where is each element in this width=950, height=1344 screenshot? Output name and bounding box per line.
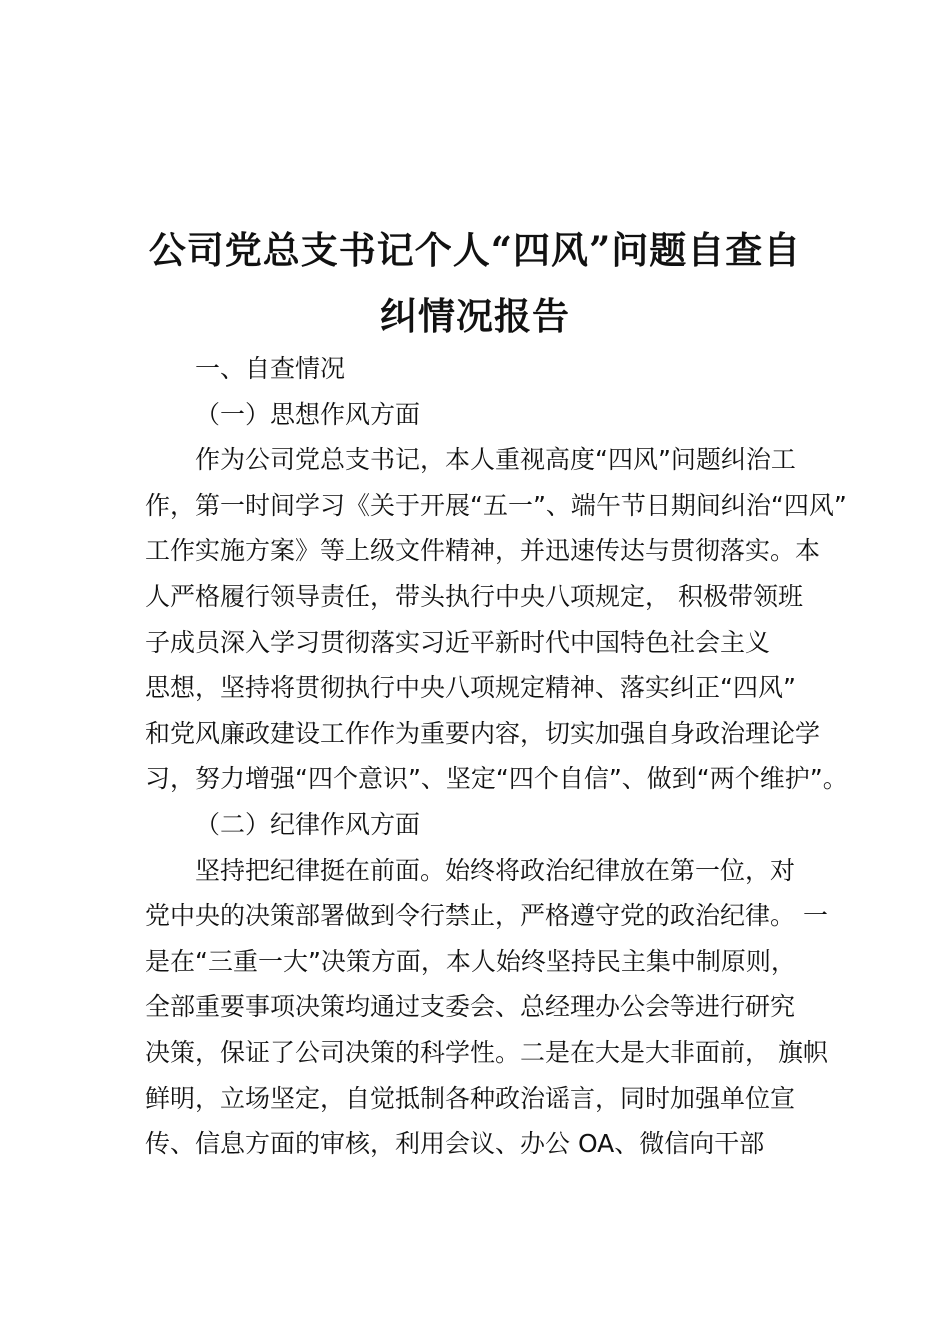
text-line: 一、自查情况 <box>195 354 346 383</box>
text-line: 作，第一时间学习《关于开展“五一”、端午节日期间纠治“四风” <box>145 490 847 520</box>
text-line: 工作实施方案》等上级文件精神，并迅速传达与贯彻落实。本 <box>145 536 821 566</box>
text-line: 和党风廉政建设工作作为重要内容，切实加强自身政治理论学 <box>145 718 821 748</box>
text-line: 人严格履行领导责任，带头执行中央八项规定， 积极带领班 <box>145 581 803 611</box>
title-line-1: 公司党总支书记个人“四风”问题自查自 <box>148 227 802 272</box>
text-line: 党中央的决策部署做到令行禁止，严格遵守党的政治纪律。 一 <box>145 901 828 931</box>
text-line: 传、信息方面的审核，利用会议、办公 OA、微信向干部 <box>145 1129 765 1159</box>
text-line: 习，努力增强“四个意识”、坚定“四个自信”、做到“两个维护”。 <box>145 764 848 794</box>
text-line: 是在“三重一大”决策方面，本人始终坚持民主集中制原则， <box>145 946 796 976</box>
text-line: 子成员深入学习贯彻落实习近平新时代中国特色社会主义 <box>145 627 771 657</box>
text-line: 思想，坚持将贯彻执行中央八项规定精神、落实纠正“四风” <box>145 673 796 703</box>
text-line: （一）思想作风方面 <box>195 399 421 429</box>
text-line: 鲜明，立场坚定，自觉抵制各种政治谣言，同时加强单位宣 <box>145 1083 796 1113</box>
text-line: （二）纪律作风方面 <box>195 809 421 839</box>
text-line: 坚持把纪律挺在前面。始终将政治纪律放在第一位，对 <box>195 855 796 885</box>
text-line: 决策，保证了公司决策的科学性。二是在大是大非面前， 旗帜 <box>145 1037 828 1067</box>
title-line-2: 纠情况报告 <box>380 293 570 338</box>
document-title <box>140 217 810 349</box>
document-body <box>145 346 848 1167</box>
text-line: 全部重要事项决策均通过支委会、总经理办公会等进行研究 <box>145 992 796 1022</box>
text-line: 作为公司党总支书记，本人重视高度“四风”问题纠治工 <box>195 445 796 475</box>
